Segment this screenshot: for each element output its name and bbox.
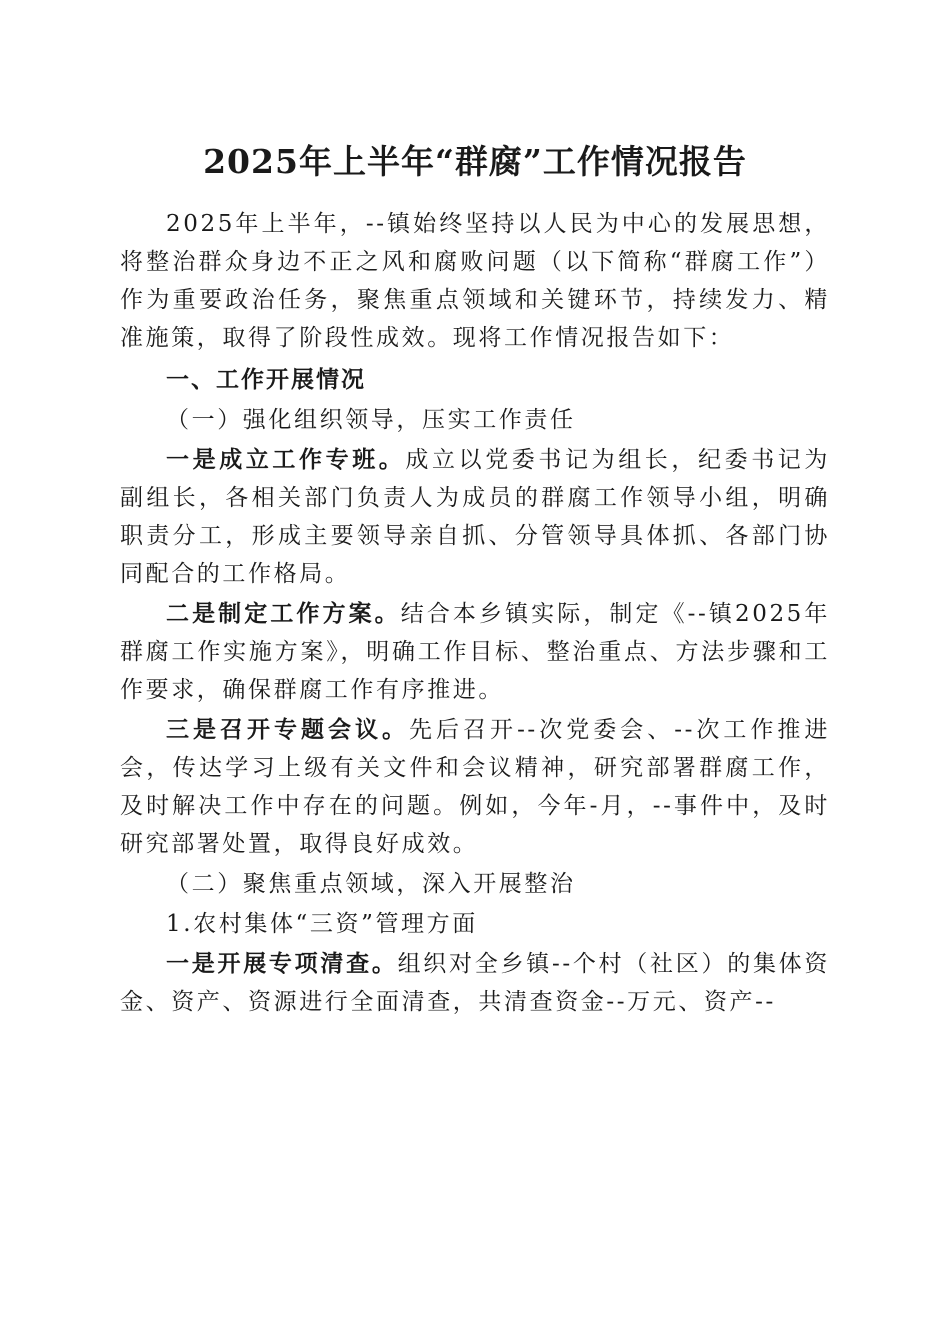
paragraph-text: 组织对全乡镇--个村（社区）的集体资金、资产、资源进行全面清查，共清查资金--万元、资产--	[120, 951, 831, 1015]
intro-paragraph: 2025年上半年，--镇始终坚持以人民为中心的发展思想，将整治群众身边不正之风和腐败问题（以下简称“群腐工作”）作为重要政治任务，聚焦重点领域和关键环节，持续发力、精准施策，取得了阶段性成效。现将工作情况报告如下：	[120, 211, 830, 351]
subsection-heading-organization: （一）强化组织领导，压实工作责任	[166, 407, 576, 433]
paragraph-special-inspection	[120, 945, 830, 1021]
document-body	[120, 205, 830, 1021]
paragraph-text: 先后召开--次党委会、--次工作推进会，传达学习上级有关文件和会议精神，研究部署群腐工作，及时解决工作中存在的问题。例如，今年-月，--事件中，及时研究部署处置，取得良好成效。	[120, 717, 830, 857]
paragraph-meetings	[120, 711, 830, 863]
paragraph-text: 成立以党委书记为组长，纪委书记为副组长，各相关部门负责人为成员的群腐工作领导小组，明确职责分工，形成主要领导亲自抓、分管领导具体抓、各部门协同配合的工作格局。	[120, 447, 830, 587]
paragraph-work-plan	[120, 595, 830, 709]
item-heading-three-assets: 1.农村集体“三资”管理方面	[166, 911, 478, 937]
subsection-heading-key-areas: （二）聚焦重点领域，深入开展整治	[166, 871, 576, 897]
paragraph-work-team	[120, 441, 830, 593]
section-heading-work-progress: 一、工作开展情况	[166, 367, 366, 393]
paragraph-lead: 三是召开专题会议。	[166, 716, 410, 743]
paragraph-lead: 二是制定工作方案。	[166, 600, 401, 627]
paragraph-lead: 一是开展专项清查。	[166, 950, 398, 977]
paragraph-text: 结合本乡镇实际，制定《--镇2025年群腐工作实施方案》，明确工作目标、整治重点、方法步骤和工作要求，确保群腐工作有序推进。	[120, 601, 830, 703]
document-title: 2025年上半年“群腐”工作情况报告	[203, 142, 747, 181]
paragraph-lead: 一是成立工作专班。	[166, 446, 406, 473]
